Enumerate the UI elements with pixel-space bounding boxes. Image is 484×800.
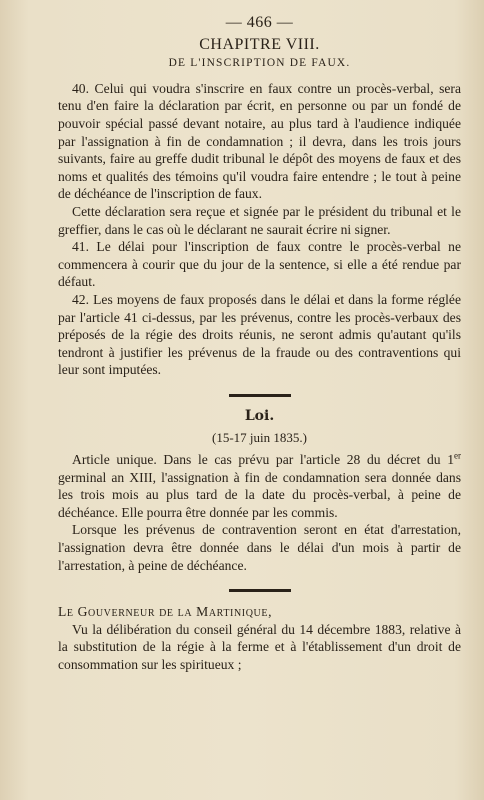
loi-article-end: germinal an XIII, l'assignation à fin de condamnation sera donnée dans les trois mois au plus tard de la date du procès-verbal, à peine de déchéance. Elle pourra être donnée par les commis.	[58, 469, 461, 520]
page-number: — 466 —	[225, 14, 294, 31]
loi-heading: Loi.	[244, 407, 275, 424]
article-41: 41. Le délai pour l'inscription de faux contre le procès-verbal ne commencera à courir que du jour de la sentence, si elle a été rendue par défaut.	[58, 239, 461, 290]
section-divider-2	[229, 589, 291, 592]
page-content	[58, 14, 461, 674]
article-40-paragraph-2: Cette déclaration sera reçue et signée par le président du tribunal et le greffier, dans le cas où le déclarant ne saurait écrire ni signer.	[58, 203, 461, 237]
loi-article-start: Article unique. Dans le cas prévu par l'article 28 du décret du 1	[72, 452, 454, 468]
gouverneur-text: Vu la délibération du conseil général du 14 décembre 1883, relative à la substitution de la régie à la ferme et à l'établissement d'un droit de consommation sur les spiritueux ;	[58, 621, 461, 672]
loi-paragraph-2: Lorsque les prévenus de contravention seront en état d'arrestation, l'assignation devra être donnée dans le délai d'un mois à partir de l'arrestation, à peine de déchéance.	[58, 522, 461, 573]
loi-article-unique	[58, 451, 461, 521]
loi-article-superscript: er	[454, 450, 461, 461]
article-42: 42. Les moyens de faux proposés dans le délai et dans la forme réglée par l'article 41 ci-dessus, par les prévenus, contre les procès-verbaux des préposés de la régie des droits réunis, ne seront admis qu'autant qu'ils tendront à justifier les prévenus de la fraude ou des contraventions qui leur sont imputées.	[58, 291, 461, 378]
gouverneur-heading: Le Gouverneur de la Martinique,	[58, 604, 273, 620]
section-divider	[229, 394, 291, 397]
loi-date: (15-17 juin 1835.)	[212, 430, 307, 446]
chapter-title: CHAPITRE VIII.	[199, 35, 320, 53]
chapter-subtitle: DE L'INSCRIPTION DE FAUX.	[168, 57, 351, 70]
article-40: 40. Celui qui voudra s'inscrire en faux contre un procès-verbal, sera tenu d'en faire la déclaration par écrit, en personne ou par un fondé de pouvoir spécial passé devant notaire, au plus tard à l'audience indiquée par l'assignation à fin de condamnation ; il devra, dans les trois jours suivants, faire au greffe dudit tribunal le dépôt des moyens de faux et des noms et qualités des témoins qu'il voudra faire entendre ; le tout à peine de déchéance de l'inscription de faux.	[58, 80, 461, 202]
